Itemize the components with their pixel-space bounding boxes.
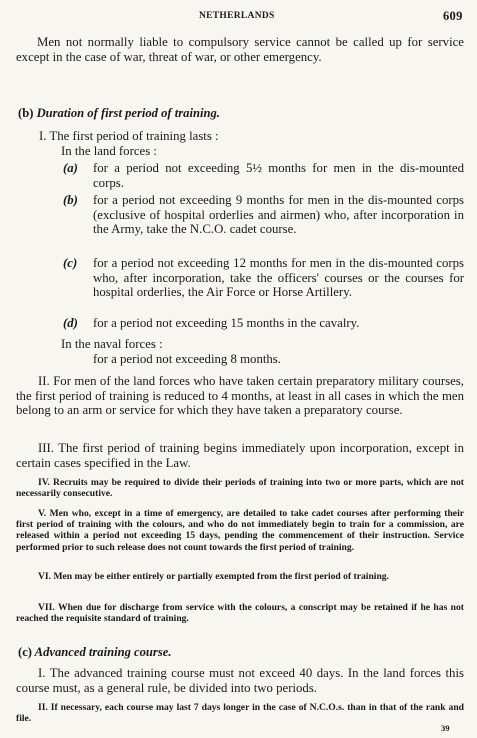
item-d-label: (d) bbox=[63, 316, 78, 330]
section-b-label: (b) bbox=[18, 106, 34, 120]
item-d-text: for a period not exceeding 15 months in the cavalry. bbox=[93, 316, 360, 330]
section-b-para2: II. For men of the land forces who have taken certain preparatory military courses, the first period of training is reduced to 4 months, at least in all cases in which the men belong to an arm or service for which they have taken a preparatory course. bbox=[16, 374, 464, 418]
item-c-text: for a period not exceeding 12 months for men in the dis-mounted corps who, after incorporation, take the officers' courses or the courses for hospital orderlies, the Air Force or Horse Artillery. bbox=[93, 256, 464, 300]
section-b-para6: VI. Men may be either entirely or partially exempted from the first period of training. bbox=[38, 571, 390, 582]
section-b-para7: VII. When due for discharge from service with the colours, a conscript may be retained if he has not reached the requisite standard of training. bbox=[16, 602, 464, 625]
page-number: 609 bbox=[443, 9, 463, 23]
naval-forces-label: In the naval forces : bbox=[61, 337, 163, 351]
item-b-label: (b) bbox=[63, 193, 78, 207]
section-c-para2: II. If necessary, each course may last 7 days longer in the case of N.C.O.s. than in that of the rank and file. bbox=[16, 702, 464, 725]
section-b-para5: V. Men who, except in a time of emergency, are detailed to take cadet courses after performing their first period of training with the colours, and who do not immediately begin to train for a commission, are released within a period not exceeding 15 days, pending the commencement of their instruction. Service performed prior to such release does not count towards the first period of training. bbox=[16, 508, 464, 553]
intro-paragraph: Men not normally liable to compulsory service cannot be called up for service except in the case of war, threat of war, or other emergency. bbox=[16, 35, 464, 64]
item-b-text: for a period not exceeding 9 months for men in the dis-mounted corps (exclusive of hospital orderlies and airmen) who, after incorporation in the Army, take the N.C.O. cadet course. bbox=[93, 193, 464, 237]
section-c-label: (c) bbox=[18, 645, 32, 659]
header-title: NETHERLANDS bbox=[199, 11, 275, 21]
item-a-label: (a) bbox=[63, 161, 78, 175]
section-c-para1: I. The advanced training course must not exceed 40 days. In the land forces this course must, as a general rule, be divided into two periods. bbox=[16, 666, 464, 695]
section-b-heading bbox=[18, 106, 438, 121]
section-c-title: Advanced training course. bbox=[34, 645, 172, 659]
section-c-heading bbox=[18, 645, 438, 660]
section-b-para3: III. The first period of training begins immediately upon incorporation, except in certain cases specified in the Law. bbox=[16, 441, 464, 470]
naval-forces-text: for a period not exceeding 8 months. bbox=[93, 352, 281, 366]
section-b-para4: IV. Recruits may be required to divide their periods of training into two or more parts, which are not necessarily consecutive. bbox=[16, 477, 464, 500]
item-c-label: (c) bbox=[63, 256, 78, 270]
land-forces-label: In the land forces : bbox=[61, 144, 157, 158]
section-b-title: Duration of first period of training. bbox=[36, 106, 220, 120]
signature-mark: 39 bbox=[441, 723, 450, 733]
item-a-text: for a period not exceeding 5½ months for men in the dis-mounted corps. bbox=[93, 161, 464, 190]
section-b-para1-lead: I. The first period of training lasts : bbox=[39, 129, 219, 143]
